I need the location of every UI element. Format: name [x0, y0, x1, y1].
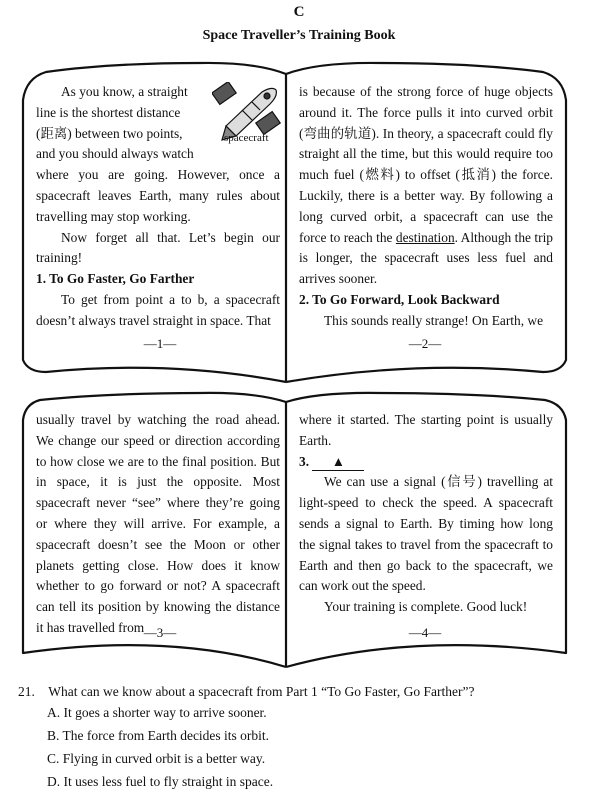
question-number: 21.	[18, 684, 35, 699]
page4-para3: Your training is complete. Good luck!	[324, 599, 528, 615]
option-a[interactable]: A. It goes a shorter way to arrive sooner.	[47, 705, 267, 720]
page2-para1	[299, 82, 553, 290]
page4-para1: where it started. The starting point is usually Earth.	[299, 412, 553, 448]
option-b[interactable]: B. The force from Earth decides its orbit.	[47, 728, 270, 743]
page1-line: As you know, a straight	[61, 84, 188, 99]
page4-para2: We can use a signal (信号) travelling at light-speed to check the speed. A spacecraft sends a signal to Earth. By timing how long the signal takes to travel from the spacecraft to Earth and then go back to the spacecraft, we can work out the speed.	[299, 474, 553, 594]
book-title: Space Traveller’s Training Book	[202, 28, 396, 43]
option-c[interactable]: C. Flying in curved orbit is a better way.	[47, 751, 266, 766]
section-letter: C	[293, 4, 305, 20]
page1-para3: To get from point a to b, a spacecraft doesn’t always travel straight in space. That	[36, 291, 280, 328]
page2-para1-text: is because of the strong force of huge objects around it. The force pulls it into curved orbit (弯曲的轨道). In theory, a spacecraft could fly straight all the time, but this would require too much fuel (燃料) to offset (抵消) the force. Luckily, there is a better way. By following a long curved orbit, a spacecraft can use the force to reach the	[299, 84, 553, 245]
heading-part2: 2. To Go Forward, Look Backward	[299, 291, 500, 307]
page-number-1: —1—	[143, 336, 177, 351]
question-stem: What can we know about a spacecraft from Part 1 “To Go Faster, Go Farther”?	[48, 684, 475, 699]
heading3-number: 3.	[299, 453, 310, 469]
page-number-4: —4—	[408, 625, 442, 640]
heading-part1: 1. To Go Faster, Go Farther	[36, 271, 195, 287]
page-number-3: —3—	[143, 625, 177, 640]
page2-para1-end: . Although the trip is longer, the spacecraft uses less fuel and arrives sooner.	[299, 229, 553, 287]
page1-para2: Now forget all that. Let’s begin our training!	[36, 229, 280, 266]
page-3	[36, 410, 280, 639]
page-4	[299, 410, 553, 618]
page1-para1: where you are going. However, once a spacecraft leaves Earth, many rules about travelling may stop working.	[36, 167, 280, 224]
heading3-blank: ▲	[312, 454, 364, 471]
question-21	[18, 681, 474, 703]
page1-line: (距离) between two points,	[36, 125, 183, 141]
page-number-2: —2—	[408, 336, 442, 351]
page-2	[299, 82, 553, 332]
page1-line: and you should always watch	[36, 146, 194, 162]
page3-para1: usually travel by watching the road ahead. We change our speed or direction according to how close we are to the final position. But in space, it is just the opposite. Most spacecraft never “see” where they’re going or where they will arrive. For example, a spacecraft doesn’t see the Moon or other planets getting close. How does it know whether to go forward or not? A spacecraft can tell its position by knowing the distance it has travelled from	[36, 412, 280, 635]
option-d[interactable]: D. It uses less fuel to fly straight in space.	[47, 774, 274, 789]
spacecraft-label: spacecraft	[224, 132, 269, 144]
page2-para2: This sounds really strange! On Earth, we	[324, 312, 544, 328]
heading-part3	[299, 452, 553, 473]
page1-line: line is the shortest distance	[36, 104, 181, 120]
underlined-word-destination: destination	[395, 229, 455, 245]
